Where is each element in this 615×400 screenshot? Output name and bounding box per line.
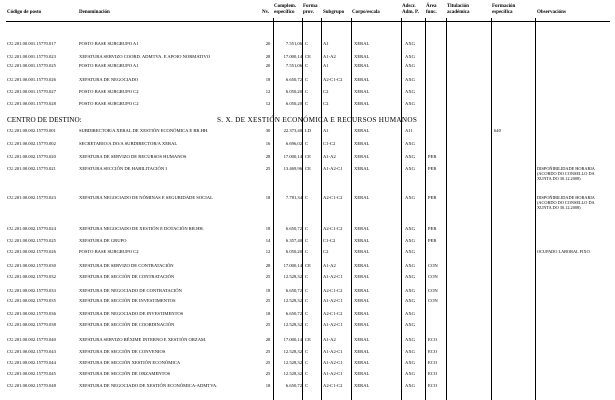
row-complemento: 6.696,02 xyxy=(285,141,302,146)
row-adscripcion: AXG xyxy=(405,54,415,59)
row-corpo-escala: XERAL xyxy=(354,349,370,354)
row-forma-provision: C xyxy=(305,195,309,200)
row-nivel: 28 xyxy=(265,263,271,268)
row-forma-provision: C xyxy=(305,41,309,46)
row-denominacion: SUBDIRECTOR/A XERAL DE XESTIÓN ECONÓMICA E RR.HH. xyxy=(79,128,209,133)
row-subgrupo: A1-A2-C1 xyxy=(323,274,343,279)
table-row xyxy=(0,288,615,294)
row-nivel: 25 xyxy=(265,274,271,279)
row-adscripcion: AXG xyxy=(405,322,415,327)
row-complemento: 12.528,32 xyxy=(283,298,302,303)
row-code: CU.201.00.002.15770.038 xyxy=(7,322,56,327)
row-adscripcion: AXG xyxy=(405,298,415,303)
table-row xyxy=(0,249,615,255)
row-code: CU.201.00.001.15770.023 xyxy=(7,54,56,59)
row-nivel: 25 xyxy=(265,371,271,376)
row-adscripcion: AXG xyxy=(405,101,415,106)
row-complemento: 17.000,14 xyxy=(283,154,302,159)
row-code: CU.201.00.002.15770.040 xyxy=(7,337,56,342)
row-subgrupo: A1-A2 xyxy=(323,54,336,59)
row-complemento: 13.469,96 xyxy=(283,166,302,171)
row-code: CU.201.00.001.15770.027 xyxy=(7,89,56,94)
row-complemento: 17.000,14 xyxy=(283,337,302,342)
row-nivel: 20 xyxy=(265,41,271,46)
row-code: CU.201.00.001.15770.025 xyxy=(7,63,56,68)
row-observacions: DISPOÑIBILIDADE HORARIA (ACORDO DO CONSELLO DA XUNTA DO 30.12.2008) xyxy=(537,166,595,182)
header-adscr-2: Adm. P. xyxy=(402,10,419,15)
row-corpo-escala: XERAL xyxy=(354,288,370,293)
table-row xyxy=(0,128,615,134)
row-code: CU.201.00.002.15770.036 xyxy=(7,311,56,316)
row-forma-provision: CE xyxy=(305,154,311,159)
row-code: CU.201.00.002.15770.001 xyxy=(7,128,56,133)
row-nivel: 18 xyxy=(265,77,271,82)
row-area-funcional: PER xyxy=(428,166,437,171)
row-forma-provision: C xyxy=(305,101,309,106)
row-adscripcion: AXG xyxy=(405,360,415,365)
row-forma-provision: C xyxy=(305,226,309,231)
row-subgrupo: C1-C2 xyxy=(323,141,336,146)
row-corpo-escala: XERAL xyxy=(354,166,370,171)
table-row xyxy=(0,311,615,317)
row-corpo-escala: XERAL xyxy=(354,337,370,342)
row-subgrupo: A1-A2-C1 xyxy=(323,166,343,171)
row-formacion: 640 xyxy=(494,128,501,133)
row-subgrupo: A2-C1-C2 xyxy=(323,311,343,316)
row-nivel: 12 xyxy=(265,101,271,106)
row-adscripcion: AXG xyxy=(405,337,415,342)
row-code: CU.201.00.002.15770.033 xyxy=(7,288,56,293)
row-subgrupo: A2-C1-C2 xyxy=(323,383,343,388)
row-complemento: 6.650,72 xyxy=(285,77,302,82)
row-complemento: 6.050,20 xyxy=(285,249,302,254)
header-complemento-1: Complem. xyxy=(274,4,297,9)
row-subgrupo: C1-C2 xyxy=(323,238,336,243)
row-adscripcion: AXG xyxy=(405,154,415,159)
row-complemento: 6.650,72 xyxy=(285,288,302,293)
row-corpo-escala: XERAL xyxy=(354,54,370,59)
row-forma-provision: C xyxy=(305,298,309,303)
header-adscr-1: Adscr. xyxy=(402,4,416,9)
row-subgrupo: C2 xyxy=(323,89,329,94)
row-complemento: 12.528,32 xyxy=(283,360,302,365)
row-complemento: 22.373,40 xyxy=(283,128,302,133)
row-forma-provision: C xyxy=(305,63,309,68)
row-subgrupo: A1-A2 xyxy=(323,154,336,159)
row-forma-provision: CE xyxy=(305,166,311,171)
row-forma-provision: C xyxy=(305,288,309,293)
row-area-funcional: CON xyxy=(428,274,438,279)
row-code: CU.201.00.002.15770.002 xyxy=(7,141,56,146)
row-subgrupo: A1 xyxy=(323,41,329,46)
row-nivel: 14 xyxy=(265,238,271,243)
table-row xyxy=(0,63,615,69)
row-code: CU.201.00.001.15770.026 xyxy=(7,77,56,82)
row-corpo-escala: XERAL xyxy=(354,274,370,279)
row-code: CU.201.00.002.15770.025 xyxy=(7,238,56,243)
row-corpo-escala: XERAL xyxy=(354,298,370,303)
row-corpo-escala: XERAL xyxy=(354,238,370,243)
header-formacion-1: Formación xyxy=(492,4,516,9)
row-denominacion: XEFATURA DE NEGOCIADO xyxy=(79,77,139,82)
row-adscripcion: AXG xyxy=(405,166,415,171)
row-adscripcion: AXG xyxy=(405,41,415,46)
table-row xyxy=(0,349,615,355)
table-row xyxy=(0,166,615,182)
row-denominacion: POSTO BASE SUBGRUPO C2 xyxy=(79,249,139,254)
row-code: CU.201.00.002.15770.023 xyxy=(7,195,56,200)
row-nivel: 18 xyxy=(265,311,271,316)
row-corpo-escala: XERAL xyxy=(354,226,370,231)
row-subgrupo: A1-A2 xyxy=(323,263,336,268)
table-row xyxy=(0,322,615,328)
row-adscripcion: AXG xyxy=(405,371,415,376)
row-denominacion: XEFATURA SERVIZO RÉXIME INTERNO E XESTIÓN ORZAM. xyxy=(79,337,207,342)
table-row xyxy=(0,154,615,160)
row-complemento: 6.650,72 xyxy=(285,226,302,231)
row-area-funcional: CON xyxy=(428,298,438,303)
row-corpo-escala: XERAL xyxy=(354,311,370,316)
row-corpo-escala: XERAL xyxy=(354,360,370,365)
row-complemento: 12.528,32 xyxy=(283,322,302,327)
row-adscripcion: AXG xyxy=(405,63,415,68)
row-denominacion: XEFATURA SERVIZO COORD. ADMTVA. E APOIO NORMATIVO xyxy=(79,54,211,59)
row-corpo-escala: XERAL xyxy=(354,41,370,46)
header-forma-2: prov. xyxy=(303,10,314,15)
header-nv: Nv. xyxy=(262,10,270,15)
row-area-funcional: PER xyxy=(428,195,437,200)
row-denominacion: POSTO BASE SUBGRUPO C2 xyxy=(79,89,139,94)
row-complemento: 12.528,32 xyxy=(283,274,302,279)
row-forma-provision: C xyxy=(305,349,309,354)
header-titulacion-2: académica xyxy=(447,10,470,15)
row-denominacion: XEFATURA DE SECCIÓN DE ORZAMENTOS xyxy=(79,371,171,376)
row-corpo-escala: XERAL xyxy=(354,322,370,327)
row-nivel: 12 xyxy=(265,249,271,254)
row-denominacion: POSTO BASE SUBGRUPO C2 xyxy=(79,101,139,106)
row-nivel: 28 xyxy=(265,337,271,342)
row-denominacion: XEFATURA DE SERVIZO DE CONTRATACIÓN xyxy=(79,263,174,268)
row-denominacion: SECRETARIO/A DO/A SUBDIRECTOR/A XERAL xyxy=(79,141,178,146)
row-code: CU.201.00.001.15770.017 xyxy=(7,41,56,46)
row-forma-provision: C xyxy=(305,77,309,82)
row-forma-provision: CE xyxy=(305,54,311,59)
row-area-funcional: ECO xyxy=(428,383,438,388)
row-subgrupo: A2-C1-C2 xyxy=(323,77,343,82)
table-row xyxy=(0,360,615,366)
row-subgrupo: C2 xyxy=(323,249,329,254)
row-complemento: 6.357,40 xyxy=(285,238,302,243)
row-code: CU.201.00.002.15770.021 xyxy=(7,166,56,171)
row-forma-provision: CE xyxy=(305,263,311,268)
header-forma-1: Forma xyxy=(303,4,318,9)
row-adscripcion: AXG xyxy=(405,349,415,354)
centro-destino-label: CENTRO DE DESTINO: xyxy=(7,116,82,124)
row-subgrupo: A1-A2-C1 xyxy=(323,360,343,365)
row-nivel: 25 xyxy=(265,166,271,171)
centro-destino-name: S. X. DE XESTIÓN ECONÓMICA E RECURSOS HUMANOS xyxy=(217,116,418,124)
row-adscripcion: AXG xyxy=(405,226,415,231)
row-denominacion: XEFATURA DE GRUPO xyxy=(79,238,127,243)
row-subgrupo: A2-C1-C2 xyxy=(323,195,343,200)
row-code: CU.201.00.002.15770.048 xyxy=(7,383,56,388)
row-denominacion: XEFATURA NEGOCIADO DE NÓMINAS E SEGURIDADE SOCIAL xyxy=(79,195,213,200)
row-area-funcional: ECO xyxy=(428,360,438,365)
header-denominacion: Denominación xyxy=(79,10,110,15)
row-nivel: 25 xyxy=(265,360,271,365)
row-corpo-escala: XERAL xyxy=(354,195,370,200)
row-denominacion: XEFATURA DE NEGOCIADO DE INVESTIMENTOS xyxy=(79,311,184,316)
row-denominacion: XEFATURA DE NEGOCIADO DE CONTRATACIÓN xyxy=(79,288,182,293)
row-subgrupo: A2-C1-C2 xyxy=(323,288,343,293)
row-forma-provision: C xyxy=(305,238,309,243)
row-adscripcion: AXG xyxy=(405,383,415,388)
row-nivel: 30 xyxy=(265,128,271,133)
row-code: CU.201.00.002.15770.044 xyxy=(7,360,56,365)
table-row xyxy=(0,337,615,343)
row-code: CU.201.00.002.15770.043 xyxy=(7,349,56,354)
row-corpo-escala: XERAL xyxy=(354,89,370,94)
row-adscripcion: AXG xyxy=(405,311,415,316)
row-forma-provision: LD xyxy=(305,128,312,133)
row-nivel: 18 xyxy=(265,195,271,200)
row-complemento: 7.551,06 xyxy=(285,63,302,68)
row-denominacion: XEFATURA DE NEGOCIADO DE XESTIÓN ECONÓMICA-ADMTVA. xyxy=(79,383,218,388)
header-corpo: Corpo/escala xyxy=(352,10,380,15)
row-denominacion: XEFATURA SECCIÓN DE HABILITACIÓN I xyxy=(79,166,167,171)
row-subgrupo: A1-A2-C1 xyxy=(323,322,343,327)
row-code: CU.201.00.002.15770.045 xyxy=(7,371,56,376)
row-nivel: 25 xyxy=(265,322,271,327)
row-adscripcion: AXG xyxy=(405,195,415,200)
header-observacions: Observacións xyxy=(537,10,566,15)
row-complemento: 7.551,06 xyxy=(285,41,302,46)
row-adscripcion: AXG xyxy=(405,77,415,82)
row-forma-provision: C xyxy=(305,322,309,327)
row-nivel: 25 xyxy=(265,349,271,354)
row-corpo-escala: XERAL xyxy=(354,77,370,82)
row-adscripcion: AXG xyxy=(405,141,415,146)
row-nivel: 18 xyxy=(265,226,271,231)
row-adscripcion: AXG xyxy=(405,249,415,254)
row-corpo-escala: XERAL xyxy=(354,371,370,376)
row-denominacion: XEFATURA DE SERVIZO DE RECURSOS HUMANOS xyxy=(79,154,187,159)
row-complemento: 7.781,34 xyxy=(285,195,302,200)
table-row xyxy=(0,263,615,269)
row-complemento: 17.000,14 xyxy=(283,263,302,268)
row-corpo-escala: XERAL xyxy=(354,249,370,254)
row-forma-provision: C xyxy=(305,89,309,94)
row-nivel: 28 xyxy=(265,54,271,59)
row-denominacion: XEFATURA DE SECCIÓN DE CONVENIOS xyxy=(79,349,166,354)
row-area-funcional: CON xyxy=(428,263,438,268)
header-area-2: func. xyxy=(426,10,437,15)
table-row xyxy=(0,195,615,211)
row-corpo-escala: XERAL xyxy=(354,128,370,133)
row-forma-provision: C xyxy=(305,311,309,316)
row-adscripcion: AXG xyxy=(405,263,415,268)
row-corpo-escala: XERAL xyxy=(354,141,370,146)
row-code: CU.201.00.002.15770.035 xyxy=(7,298,56,303)
row-subgrupo: A1 xyxy=(323,128,329,133)
row-code: CU.201.00.002.15770.030 xyxy=(7,263,56,268)
row-area-funcional: PER xyxy=(428,226,437,231)
row-code: CU.201.00.002.15770.026 xyxy=(7,249,56,254)
header-formacion-2: específica xyxy=(492,10,513,15)
row-denominacion: XEFATURA DE SECCIÓN DE INVESTIMENTOS xyxy=(79,298,176,303)
row-area-funcional: ECO xyxy=(428,337,438,342)
row-denominacion: XEFATURA DE SECCIÓN DE CONTRATACIÓN xyxy=(79,274,175,279)
row-corpo-escala: XERAL xyxy=(354,383,370,388)
row-subgrupo: A1-A2 xyxy=(323,337,336,342)
row-area-funcional: PER xyxy=(428,154,437,159)
row-area-funcional: ECO xyxy=(428,349,438,354)
row-complemento: 12.528,32 xyxy=(283,349,302,354)
row-area-funcional: PER xyxy=(428,238,437,243)
row-complemento: 6.650,72 xyxy=(285,311,302,316)
row-denominacion: POSTO BASE SUBGRUPO A1 xyxy=(79,63,139,68)
row-observacions: OCUPADO LABORAL FIXO xyxy=(537,249,590,254)
row-nivel: 28 xyxy=(265,154,271,159)
row-adscripcion: AXG xyxy=(405,238,415,243)
row-adscripcion: AXG xyxy=(405,288,415,293)
table-row xyxy=(0,141,615,147)
table-row xyxy=(0,77,615,83)
row-forma-provision: C xyxy=(305,274,309,279)
table-row xyxy=(0,383,615,389)
header-complemento-2: específico xyxy=(274,10,295,15)
header-titulacion-1: Titulación xyxy=(447,4,469,9)
row-forma-provision: CE xyxy=(305,337,311,342)
row-complemento: 6.650,72 xyxy=(285,383,302,388)
row-complemento: 12.528,32 xyxy=(283,371,302,376)
row-adscripcion: AXG xyxy=(405,274,415,279)
row-subgrupo: A1-A2-C1 xyxy=(323,349,343,354)
row-denominacion: POSTO BASE SUBGRUPO A1 xyxy=(79,41,139,46)
row-adscripcion: AXG xyxy=(405,89,415,94)
row-forma-provision: C xyxy=(305,249,309,254)
row-nivel: 18 xyxy=(265,383,271,388)
row-area-funcional: CON xyxy=(428,288,438,293)
row-observacions: DISPOÑIBILIDADE HORARIA (ACORDO DO CONSELLO DA XUNTA DO 30.12.2008) xyxy=(537,195,595,211)
table-row xyxy=(0,274,615,280)
table-row xyxy=(0,371,615,377)
row-adscripcion: A11 xyxy=(405,128,413,133)
header-subgrupo: Subgrupo xyxy=(323,10,345,15)
row-nivel: 12 xyxy=(265,89,271,94)
header-codigo: Código de posto xyxy=(7,10,42,15)
table-row xyxy=(0,101,615,107)
row-forma-provision: C xyxy=(305,383,309,388)
row-nivel: 20 xyxy=(265,63,271,68)
row-denominacion: XEFATURA NEGOCIADO DE XESTIÓN E DOTACIÓN RR.HH. xyxy=(79,226,204,231)
header-rule xyxy=(6,21,610,22)
row-code: CU.201.00.002.15770.020 xyxy=(7,154,56,159)
row-corpo-escala: XERAL xyxy=(354,154,370,159)
row-corpo-escala: XERAL xyxy=(354,101,370,106)
table-row xyxy=(0,298,615,304)
row-area-funcional: ECO xyxy=(428,371,438,376)
header-area-1: Área xyxy=(426,4,437,9)
table-row xyxy=(0,238,615,244)
table-row xyxy=(0,41,615,47)
row-complemento: 17.000,14 xyxy=(283,54,302,59)
row-subgrupo: A2-C1-C2 xyxy=(323,226,343,231)
row-code: CU.201.00.001.15770.028 xyxy=(7,101,56,106)
table-row xyxy=(0,226,615,232)
table-row xyxy=(0,89,615,95)
row-code: CU.201.00.002.15770.024 xyxy=(7,226,56,231)
row-code: CU.201.00.002.15770.032 xyxy=(7,274,56,279)
row-nivel: 18 xyxy=(265,288,271,293)
row-denominacion: XEFATURA DE SECCIÓN XESTIÓN ECONÓMICA xyxy=(79,360,181,365)
row-denominacion: XEFATURA DE SECCIÓN DE COORDINACIÓN xyxy=(79,322,175,327)
table-row xyxy=(0,54,615,60)
row-subgrupo: C2 xyxy=(323,101,329,106)
row-nivel: 16 xyxy=(265,141,271,146)
row-complemento: 6.050,20 xyxy=(285,89,302,94)
row-subgrupo: A1 xyxy=(323,63,329,68)
row-complemento: 6.050,20 xyxy=(285,101,302,106)
row-subgrupo: A1-A2-C1 xyxy=(323,371,343,376)
row-corpo-escala: XERAL xyxy=(354,263,370,268)
row-nivel: 25 xyxy=(265,298,271,303)
row-forma-provision: C xyxy=(305,141,309,146)
row-subgrupo: A1-A2-C1 xyxy=(323,298,343,303)
row-forma-provision: C xyxy=(305,371,309,376)
row-corpo-escala: XERAL xyxy=(354,63,370,68)
row-forma-provision: C xyxy=(305,360,309,365)
